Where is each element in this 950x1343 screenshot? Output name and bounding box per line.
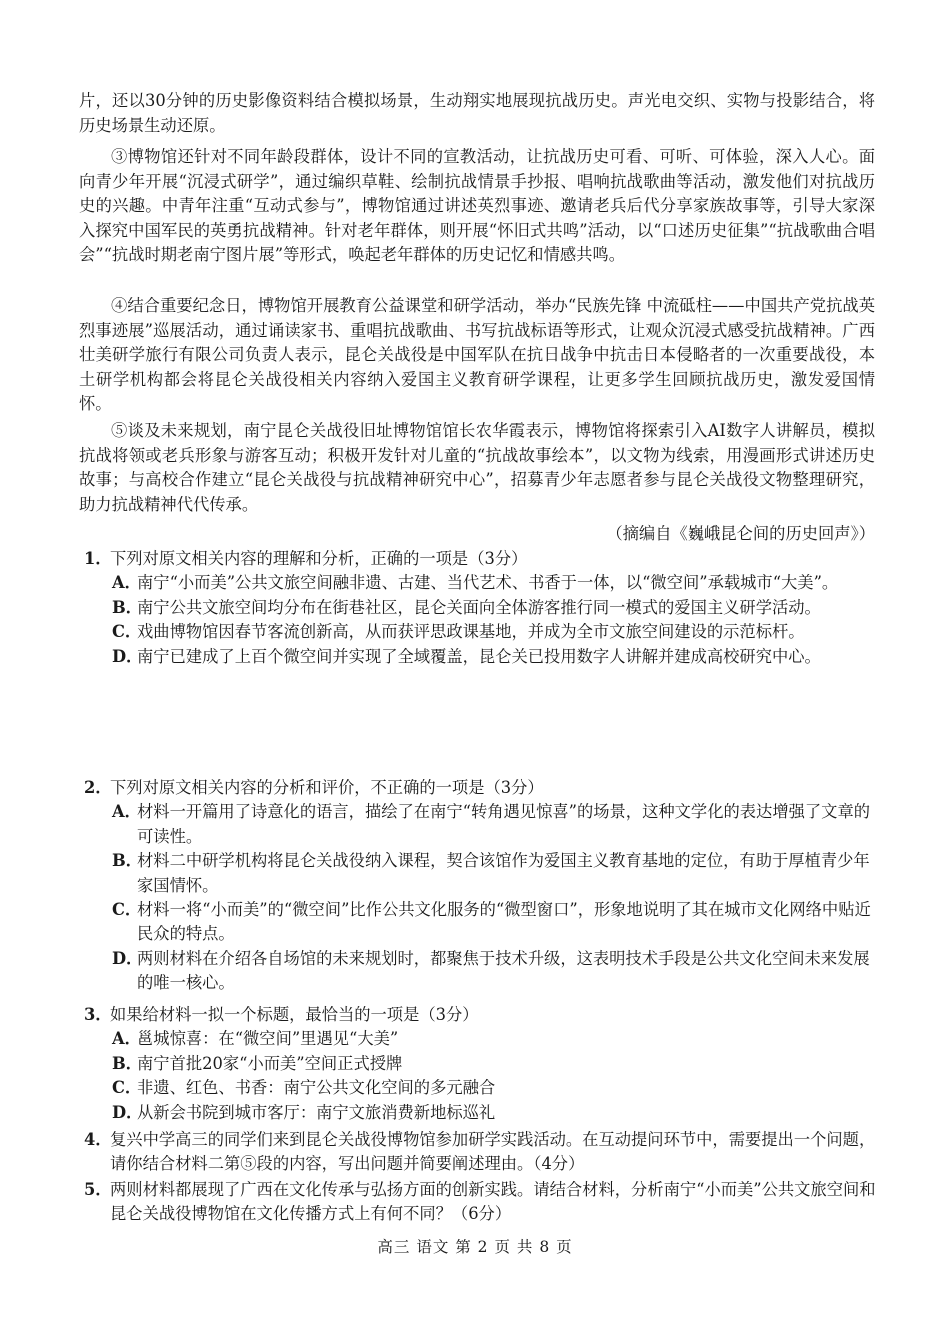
option-letter: C． — [112, 900, 142, 920]
option-letter: B． — [112, 597, 143, 617]
option-b — [112, 849, 876, 898]
option-c — [112, 898, 876, 947]
option-text: 从新会书院到城市客厅：南宁文旅消费新地标巡礼 — [137, 1102, 496, 1122]
option-d — [112, 947, 876, 996]
option-c — [112, 620, 876, 644]
option-letter: A． — [112, 1029, 141, 1049]
option-letter: D． — [112, 1102, 143, 1122]
question-number: 5． — [84, 1180, 112, 1199]
question-stem: 复兴中学高三的同学们来到昆仑关战役博物馆参加研学实践活动。在互动提问环节中，需要提出一个问题，请你结合材料二第⑤段的内容，写出问题并简要阐述理由。（4分） — [110, 1130, 876, 1174]
option-letter: C． — [112, 1078, 142, 1098]
option-letter: B． — [112, 851, 143, 871]
option-text: 南宁首批20家“小而美”空间正式授牌 — [137, 1053, 403, 1073]
option-letter: A． — [112, 802, 141, 822]
option-letter: B． — [112, 1053, 143, 1073]
option-text: 两则材料在介绍各自场馆的未来规划时，都聚焦于技术升级，这表明技术手段是公共文化空间未来发展的唯一核心。 — [137, 948, 870, 993]
option-a — [112, 571, 876, 595]
passage-source: （摘编自《巍峨昆仑间的历史回声》） — [606, 524, 875, 543]
passage-paragraph-4: ⑤谈及未来规划，南宁昆仑关战役旧址博物馆馆长农华霞表示，博物馆将探索引入AI数字人讲解员，模拟抗战将领或老兵形象与游客互动；积极开发针对儿童的“抗战故事绘本”，以文物为线索，用漫画形式讲述历史故事；与高校合作建立“昆仑关战役与抗战精神研究中心”，招募青少年志愿者参与昆仑关战役文物整理研究，助力抗战精神代代传承。 — [79, 421, 875, 514]
question-number: 4． — [84, 1130, 112, 1149]
option-text: 非遗、红色、书香：南宁公共文化空间的多元融合 — [137, 1078, 496, 1098]
page-footer: 高三 语文 第 2 页 共 8 页 — [377, 1238, 573, 1256]
option-a — [112, 1027, 876, 1051]
question-stem: 两则材料都展现了广西在文化传承与弘扬方面的创新实践。请结合材料，分析南宁“小而美”公共文旅空间和昆仑关战役博物馆在文化传播方式上有何不同？（6分） — [110, 1180, 876, 1224]
option-text: 南宁已建成了上百个微空间并实现了全域覆盖，昆仑关已投用数字人讲解并建成高校研究中心。 — [137, 646, 821, 666]
question-2 — [84, 776, 876, 996]
option-d — [112, 645, 876, 669]
option-letter: D． — [112, 948, 143, 968]
option-text: 材料二中研学机构将昆仑关战役纳入课程，契合该馆作为爱国主义教育基地的定位，有助于厚植青少年家国情怀。 — [137, 851, 870, 895]
option-letter: A． — [112, 573, 141, 593]
question-number: 3． — [84, 1005, 112, 1024]
question-stem: 下列对原文相关内容的理解和分析，正确的一项是（3分） — [110, 549, 528, 568]
option-b — [112, 1052, 876, 1076]
question-5 — [84, 1178, 876, 1227]
option-letter: D． — [112, 646, 143, 666]
option-text: 戏曲博物馆因春节客流创新高，从而获评思政课基地，并成为全市文旅空间建设的示范标杆。 — [137, 622, 805, 642]
passage-paragraph-3: ④结合重要纪念日，博物馆开展教育公益课堂和研学活动，举办“民族先锋 中流砥柱——中国共产党抗战英烈事迹展”巡展活动，通过诵读家书、重唱抗战歌曲、书写抗战标语等形式，让观众沉浸式感受抗战精神。广西壮美研学旅行有限公司负责人表示，昆仑关战役是中国军队在抗日战争中抗击日本侵略者的一次重要战役，本土研学机构都会将昆仑关战役相关内容纳入爱国主义教育研学课程，让更多学生回顾抗战历史，激发爱国情怀。 — [79, 296, 875, 414]
question-4 — [84, 1128, 876, 1177]
passage-paragraph-2: ③博物馆还针对不同年龄段群体，设计不同的宣教活动，让抗战历史可看、可听、可体验，深入人心。面向青少年开展“沉浸式研学”，通过编织草鞋、绘制抗战情景手抄报、唱响抗战歌曲等活动，激发他们对抗战历史的兴趣。中青年注重“互动式参与”，博物馆通过讲述英烈事迹、邀请老兵后代分享家族故事等，引导大家深入探究中国军民的英勇抗战精神。针对老年群体，则开展“怀旧式共鸣”活动，以“口述历史征集”“抗战歌曲合唱会”“抗战时期老南宁图片展”等形式，唤起老年群体的历史记忆和情感共鸣。 — [79, 147, 875, 265]
option-letter: C． — [112, 622, 142, 642]
passage-paragraph-1: 片，还以30分钟的历史影像资料结合模拟场景，生动翔实地展现抗战历史。声光电交织、实物与投影结合，将历史场景生动还原。 — [79, 91, 875, 135]
question-number: 2． — [84, 778, 112, 797]
question-3 — [84, 1003, 876, 1125]
question-stem: 如果给材料一拟一个标题，最恰当的一项是（3分） — [110, 1005, 479, 1024]
option-text: 材料一开篇用了诗意化的语言，描绘了在南宁“转角遇见惊喜”的场景，这种文学化的表达增强了文章的可读性。 — [137, 802, 871, 846]
question-stem: 下列对原文相关内容的分析和评价，不正确的一项是（3分） — [110, 778, 544, 797]
option-b — [112, 596, 876, 620]
question-1 — [84, 547, 876, 669]
option-text: 南宁公共文旅空间均分布在街巷社区，昆仑关面向全体游客推行同一模式的爱国主义研学活动。 — [137, 597, 821, 617]
option-text: 南宁“小而美”公共文旅空间融非遗、古建、当代艺术、书香于一体，以“微空间”承载城市“大美”。 — [137, 573, 839, 593]
option-d — [112, 1101, 876, 1125]
question-number: 1． — [84, 549, 112, 568]
option-a — [112, 800, 876, 849]
option-text: 材料一将“小而美”的“微空间”比作公共文化服务的“微型窗口”，形象地说明了其在城市文化网络中贴近民众的特点。 — [137, 900, 871, 944]
option-c — [112, 1076, 876, 1100]
option-text: 邕城惊喜：在“微空间”里遇见“大美” — [137, 1029, 399, 1049]
